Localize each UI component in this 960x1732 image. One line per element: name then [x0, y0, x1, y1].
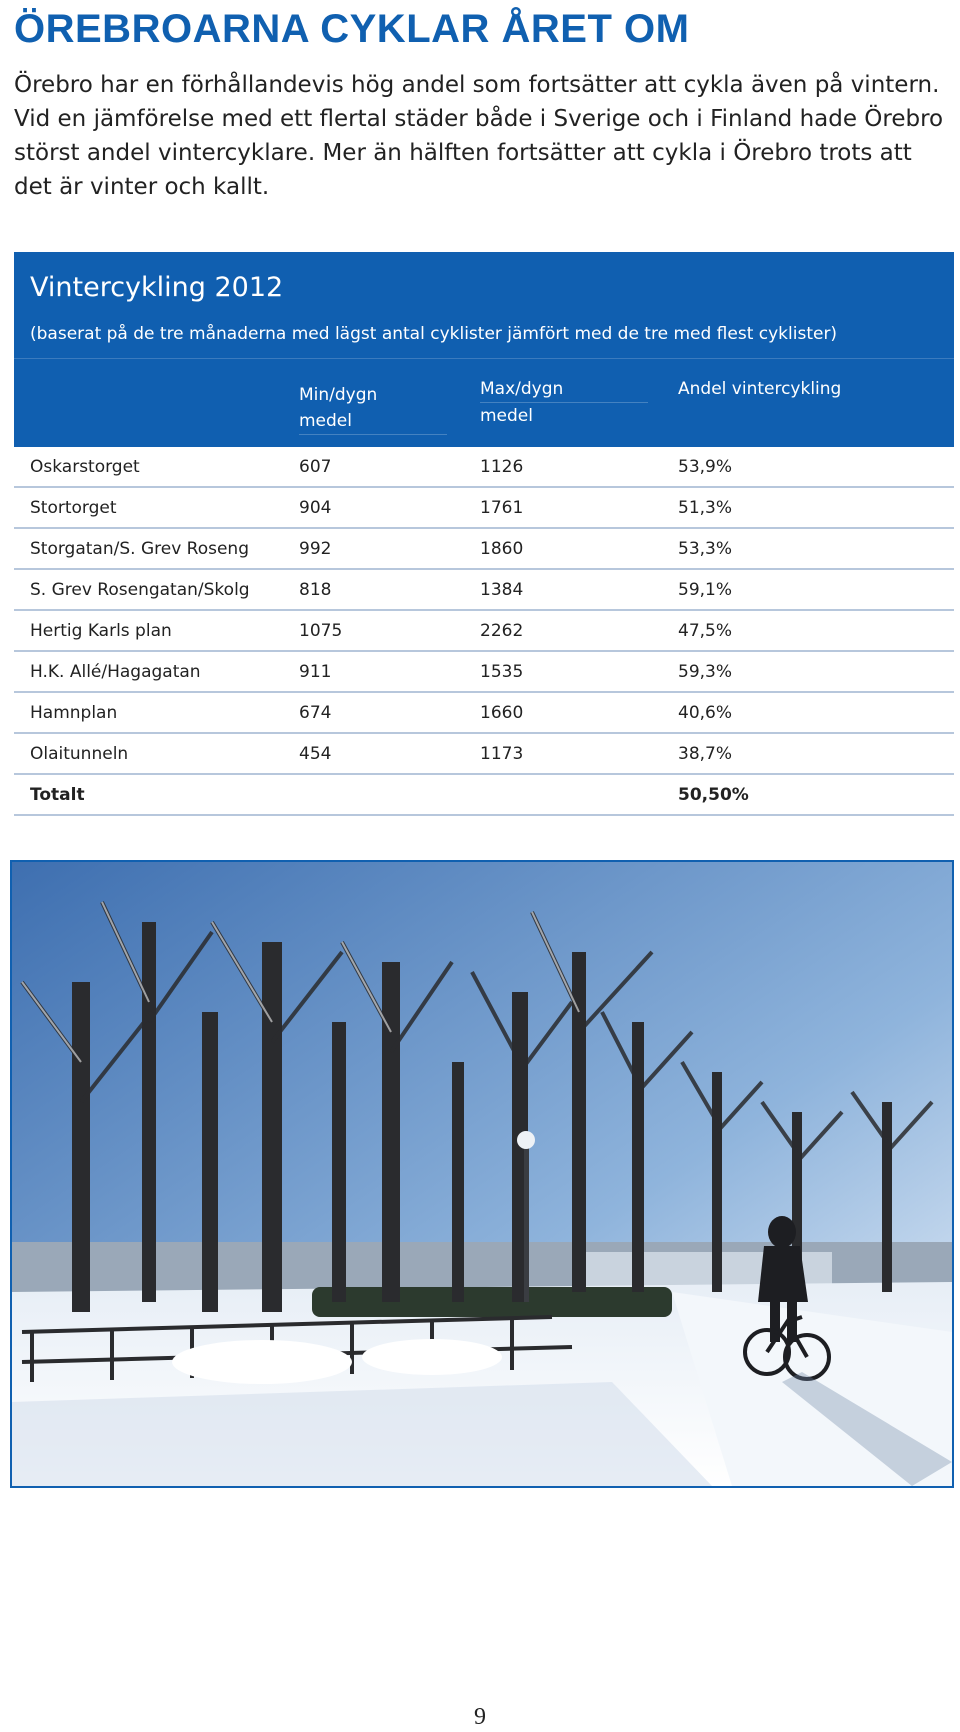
row-pct: 40,6%: [678, 703, 733, 723]
row-pct: 38,7%: [678, 744, 733, 764]
row-min: 454: [299, 744, 332, 764]
row-name: H.K. Allé/Hagagatan: [30, 662, 201, 682]
row-name: Hertig Karls plan: [30, 621, 172, 641]
total-value: 50,50%: [678, 785, 749, 805]
winter-park-illustration: [12, 862, 952, 1486]
table-row: [14, 611, 954, 652]
table-subtitle: (baserat på de tre månaderna med lägst antal cyklister jämfört med de tre med flest cyklister): [30, 324, 838, 344]
row-pct: 59,3%: [678, 662, 733, 682]
page-number: 9: [474, 1704, 486, 1730]
row-max: 1384: [480, 580, 524, 600]
row-max: 1126: [480, 457, 524, 477]
row-min: 992: [299, 539, 332, 559]
row-max: 1660: [480, 703, 524, 723]
table-body: [14, 447, 954, 775]
row-pct: 47,5%: [678, 621, 733, 641]
row-max: 1535: [480, 662, 524, 682]
row-name: Olaitunneln: [30, 744, 129, 764]
table-row: [14, 570, 954, 611]
row-pct: 53,3%: [678, 539, 733, 559]
table-row-total: [14, 775, 954, 816]
row-pct: 51,3%: [678, 498, 733, 518]
row-name: Stortorget: [30, 498, 117, 518]
table-row: [14, 652, 954, 693]
col-header-share: Andel vintercykling: [678, 379, 842, 399]
row-max: 1761: [480, 498, 524, 518]
row-name: S. Grev Rosengatan/Skolg: [30, 580, 250, 600]
row-name: Oskarstorget: [30, 457, 140, 477]
header-divider: [14, 358, 954, 359]
col-header-max-line2: medel: [480, 406, 533, 426]
row-pct: 59,1%: [678, 580, 733, 600]
row-name: Storgatan/S. Grev Roseng: [30, 539, 249, 559]
col-header-min-line1: Min/dygn: [299, 385, 378, 405]
row-min: 674: [299, 703, 332, 723]
table-row: [14, 693, 954, 734]
row-min: 904: [299, 498, 332, 518]
table-row: [14, 529, 954, 570]
row-max: 1173: [480, 744, 524, 764]
table-header: [14, 252, 954, 447]
col-header-max: [480, 376, 648, 429]
row-min: 911: [299, 662, 332, 682]
table-row: [14, 447, 954, 488]
row-pct: 53,9%: [678, 457, 733, 477]
col-header-min-line2: medel: [299, 411, 352, 431]
row-max: 1860: [480, 539, 524, 559]
total-label: Totalt: [30, 785, 85, 805]
row-name: Hamnplan: [30, 703, 118, 723]
row-min: 818: [299, 580, 332, 600]
winter-park-photo: [10, 860, 954, 1488]
table-title: Vintercykling 2012: [30, 272, 284, 303]
row-min: 1075: [299, 621, 343, 641]
col-header-min: [299, 382, 447, 435]
row-min: 607: [299, 457, 332, 477]
row-max: 2262: [480, 621, 524, 641]
col-header-max-line1: Max/dygn: [480, 376, 648, 403]
page-title: ÖREBROARNA CYKLAR ÅRET OM: [14, 7, 690, 51]
table-row: [14, 488, 954, 529]
winter-cycling-table: [14, 252, 954, 816]
table-row: [14, 734, 954, 775]
intro-paragraph: Örebro har en förhållandevis hög andel som fortsätter att cykla även på vintern. Vid en jämförelse med ett flertal städer både i Sverige och i Finland hade Örebro störst andel vintercyklare. Mer än hälften fortsätter att cykla i Örebro trots att det är vinter och kallt.: [14, 72, 944, 200]
